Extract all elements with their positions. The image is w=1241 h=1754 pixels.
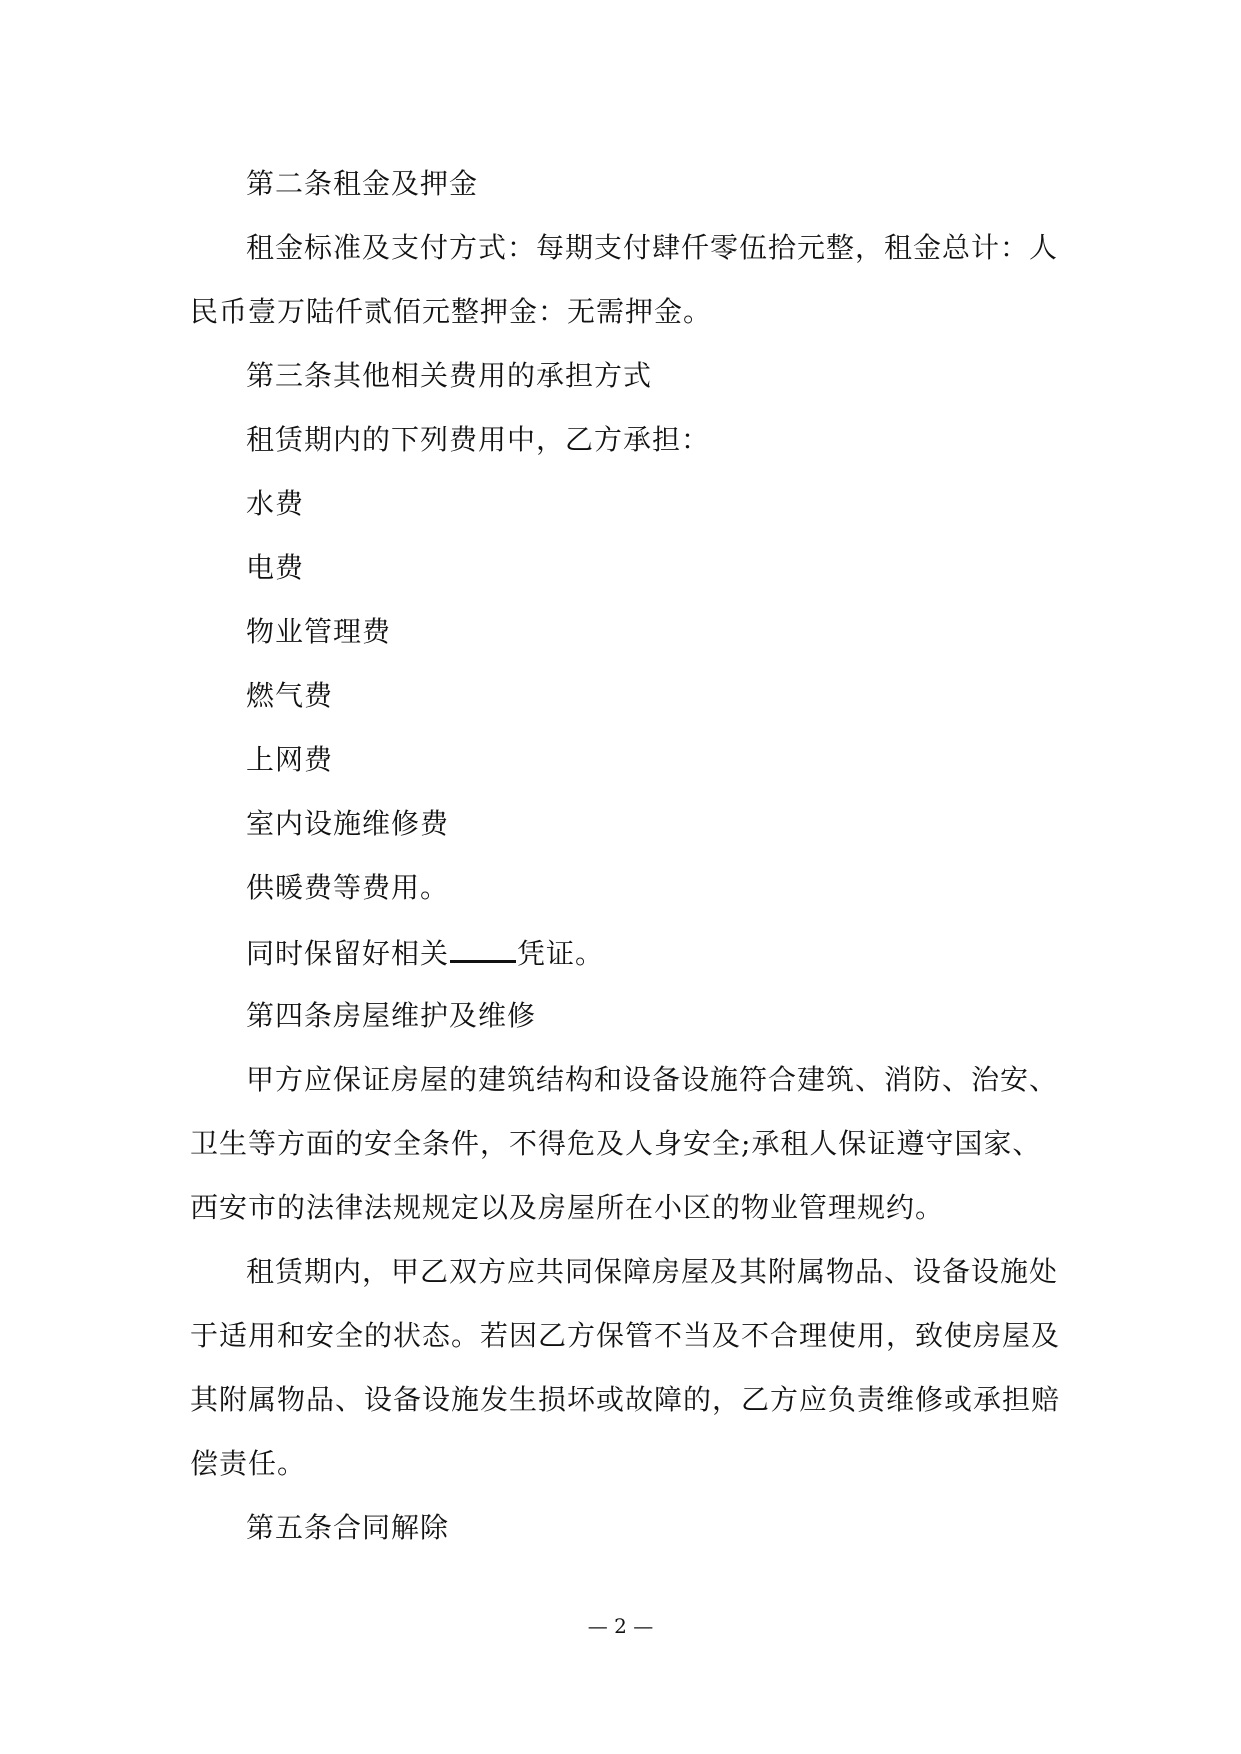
section-4-title: 第四条房屋维护及维修 [246, 999, 537, 1032]
fee-item-heating: 供暖费等费用。 [246, 871, 450, 904]
rent-terms-line-1: 租金标准及支付方式：每期支付肆仟零伍拾元整，租金总计：人 [246, 231, 1059, 264]
fee-item-electricity: 电费 [246, 551, 305, 584]
maintenance-p1-line-3: 西安市的法律法规规定以及房屋所在小区的物业管理规约。 [190, 1191, 945, 1224]
page-number: — 2 — [587, 1614, 654, 1638]
section-5-title: 第五条合同解除 [246, 1511, 450, 1544]
keep-receipts-line [246, 932, 604, 974]
rent-terms-line-2: 民币壹万陆仟贰佰元整押金：无需押金。 [190, 295, 713, 328]
fee-item-gas: 燃气费 [246, 679, 334, 712]
fill-in-blank[interactable] [450, 932, 516, 963]
maintenance-p2-line-3: 其附属物品、设备设施发生损坏或故障的，乙方应负责维修或承担赔 [190, 1383, 1061, 1416]
maintenance-p2-line-1: 租赁期内，甲乙双方应共同保障房屋及其附属物品、设备设施处 [246, 1255, 1059, 1288]
maintenance-p2-line-2: 于适用和安全的状态。若因乙方保管不当及不合理使用，致使房屋及 [190, 1319, 1061, 1352]
fee-item-indoor-repair: 室内设施维修费 [246, 807, 450, 840]
fee-item-property-management: 物业管理费 [246, 615, 392, 648]
maintenance-p1-line-1: 甲方应保证房屋的建筑结构和设备设施符合建筑、消防、治安、 [246, 1063, 1059, 1096]
fee-item-water: 水费 [246, 487, 305, 520]
maintenance-p1-line-2: 卫生等方面的安全条件，不得危及人身安全;承租人保证遵守国家、 [190, 1127, 1042, 1160]
maintenance-p2-line-4: 偿责任。 [190, 1447, 307, 1480]
section-3-title: 第三条其他相关费用的承担方式 [246, 359, 653, 392]
keep-receipts-text-before: 同时保留好相关 [246, 937, 450, 970]
keep-receipts-text-after: 凭证。 [517, 937, 605, 970]
section-2-title: 第二条租金及押金 [246, 167, 479, 200]
fee-item-internet: 上网费 [246, 743, 334, 776]
fees-intro: 租赁期内的下列费用中，乙方承担： [246, 423, 711, 456]
